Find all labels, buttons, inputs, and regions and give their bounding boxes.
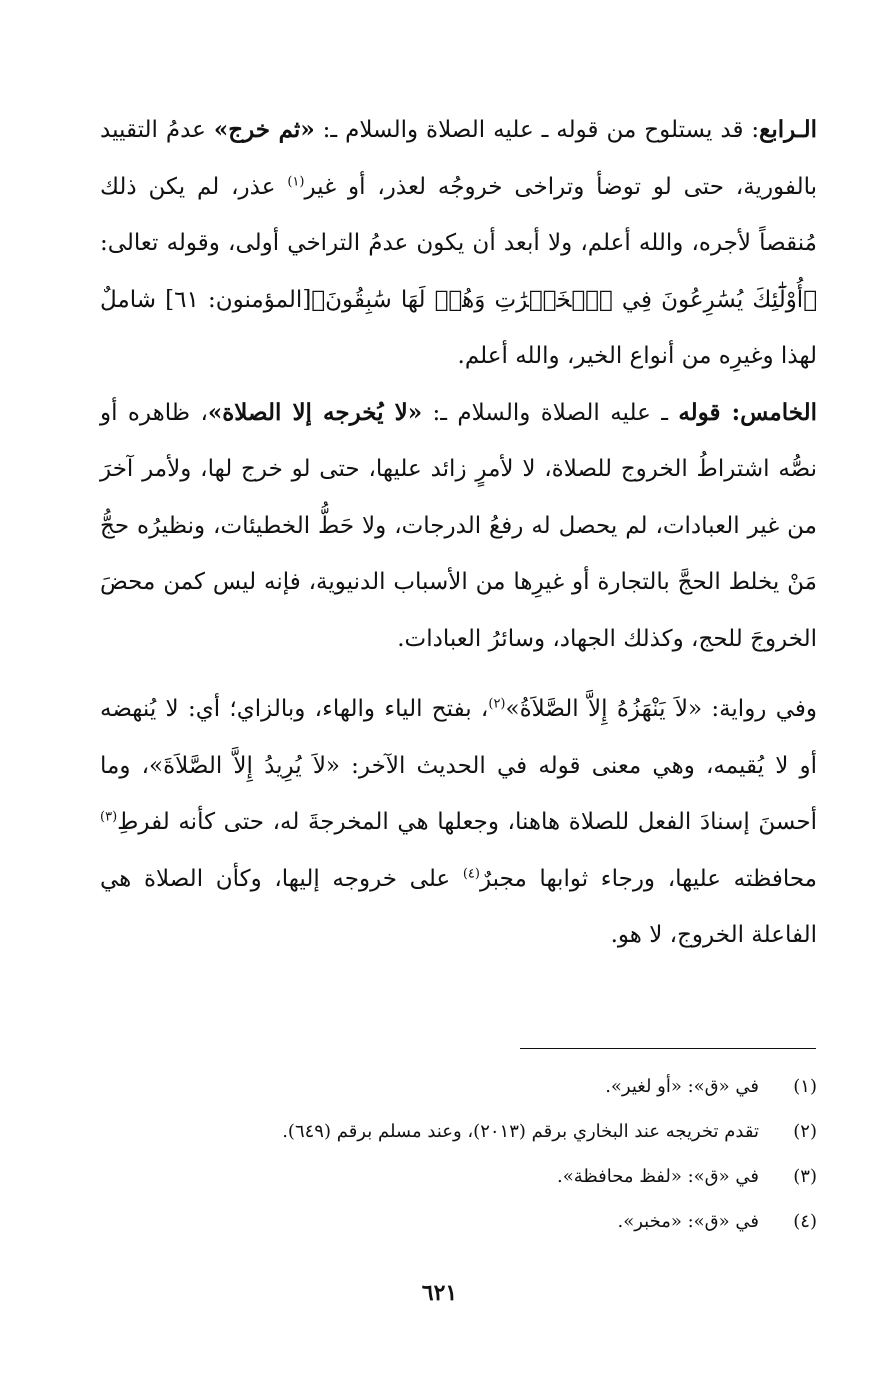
footnote-text: تقدم تخريجه عند البخاري برقم (٢٠١٣)، وعند مسلم برقم (٦٤٩). [282,1121,759,1142]
text-run: محافظته عليها، ورجاء ثوابها مجبرٌ [479,865,817,892]
text-run: ، بفتح الياء والهاء، وبالزاي؛ أي: لا يُنهضه أو لا يُقيمه، وهي معنى قوله في الحديث الآخر: «لاَ يُرِيدُ إِلاَّ الصَّلاَةَ»، وما أحسنَ إسنادَ الفعل للصلاة هاهنا، وجعلها هي المخرجةَ له، حتى كأنه لفرطِ [100,696,817,835]
text-run: ، ظاهره أو نصُّه اشتراطُ الخروج للصلاة، لا لأمرٍ زائد عليها، حتى لو خرج لها، ولأمر آخرَ من غير العبادات، لم يحصل له رفعُ الدرجات، ولا حَطُّ الخطيئات، ونظيرُه حجُّ مَنْ يخلط الحجَّ بالتجارة أو غيرِها من الأسباب الدنيوية، فإنه ليس كمن محضَ الخروجَ للحج، وكذلك الجهاد، وسائرُ العبادات. [100,399,817,652]
footnote-number: (٤) [793,1211,817,1232]
footnote-item [120,1109,817,1154]
section-label-fifth: الخامس: قوله [678,398,818,426]
footnote-marker-4[interactable]: (٤) [462,865,480,881]
footnote-marker-3[interactable]: (٣) [100,809,118,825]
paragraph-riwaya [100,681,817,964]
section-label-fourth: الـرابع [759,116,817,143]
footnote-text: في «ق»: «لفظ محافظة». [556,1166,759,1187]
footnote-item [120,1154,817,1199]
text-run: وفي رواية: «لاَ يَنْهَزُهُ إِلاَّ الصَّلاَةُ» [505,696,817,722]
paragraph-fifth [100,385,817,668]
footnote-number: (٣) [793,1166,817,1187]
hadith-quote: «ثم خرج» [213,116,315,143]
hadith-quote: «لا يُخرجه إلا الصلاة» [207,398,423,426]
footnote-item [120,1064,817,1109]
footnote-divider [520,1048,816,1049]
footnote-number: (٢) [793,1121,817,1142]
text-run: على خروجه إليها، وكأن الصلاة هي الفاعلة الخروج، لا هو. [100,865,817,948]
text-run: عذر، لم يكن ذلك مُنقصاً لأجره، والله أعلم، ولا أبعد أن يكون عدمُ التراخي أولى، وقوله تعالى: ﴿أُوْلَٰٓئِكَ يُسَٰرِعُونَ فِي ٱلۡخَيۡرَٰتِ وَهُمۡ لَهَا سَٰبِقُونَ﴾[المؤمنون: ٦١] شاملٌ لهذا وغيرِه من أنواع الخير، والله أعلم. [100,173,817,369]
text-run: ـ عليه الصلاة والسلام ـ: [422,399,679,426]
footnote-text: في «ق»: «أو لغير». [605,1076,759,1097]
footnote-number: (١) [793,1076,817,1097]
text-run: عدمُ التقييد بالفورية، حتى لو توضأ وتراخى خروجُه لعذر، أو غير [100,117,817,200]
paragraph-fourth [100,102,817,385]
footnote-marker-2[interactable]: (٢) [488,696,506,712]
footnotes-section [120,1064,817,1244]
footnote-item [120,1199,817,1244]
text-run: : قد يستلوح من قوله ـ عليه الصلاة والسلام ـ: [314,117,760,143]
footnote-marker-1[interactable]: (١) [287,173,305,189]
footnote-text: في «ق»: «مخبر». [617,1211,759,1232]
page-number: ٦٢١ [421,1280,458,1306]
main-text [100,102,817,964]
